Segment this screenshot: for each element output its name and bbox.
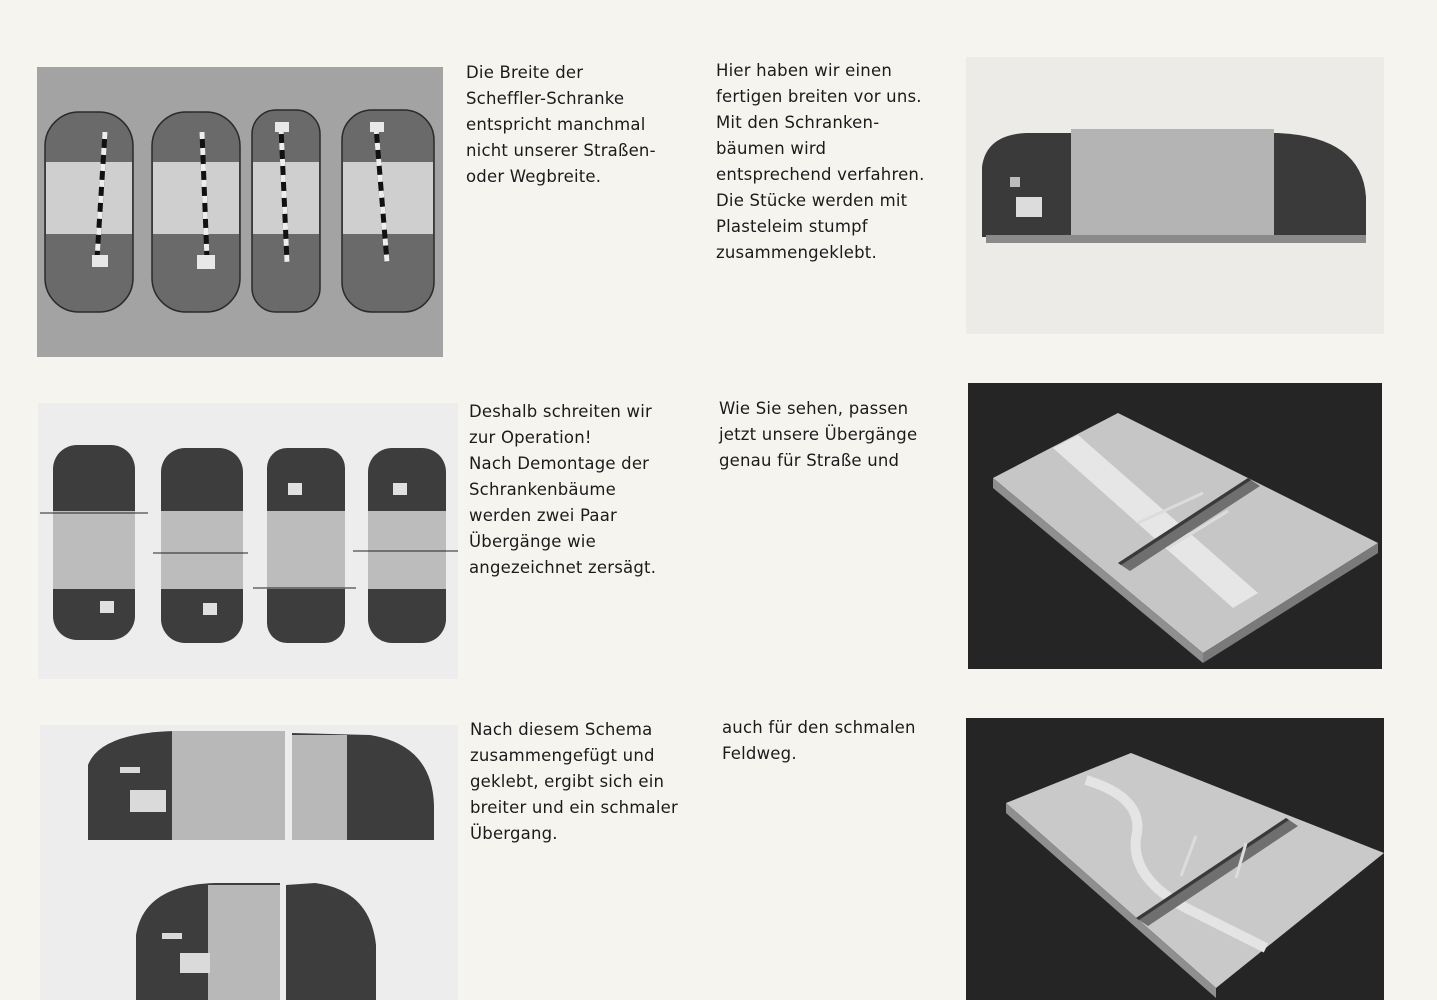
paragraph-schema: Nach diesem Schema zusammengefügt und geklebt, ergibt sich ein breiter und ein schmaler Übergang.	[470, 720, 678, 843]
paragraph-breite-scheffler-schranke: Die Breite der Scheffler-Schranke entspricht manchmal nicht unserer Straßen- oder Wegbreite.	[466, 63, 656, 186]
paragraph-operation: Deshalb schreiten wir zur Operation! Nach Demontage der Schrankenbäume werden zwei Paar Übergänge wie angezeichnet zersägt.	[469, 402, 657, 577]
paragraph-uebergaenge-passen: Wie Sie sehen, passen jetzt unsere Übergänge genau für Straße und	[719, 399, 918, 470]
photo-four-crossing-pieces	[37, 67, 443, 357]
photo-schema-pieces	[40, 725, 458, 1000]
photo-assembled-wide-crossing	[966, 57, 1384, 334]
photo-finished-wide-crossing	[968, 383, 1382, 669]
photo-sawn-crossing-pieces	[38, 403, 458, 679]
photo-finished-narrow-crossing	[966, 718, 1384, 1000]
paragraph-fertiger-breiter-uebergang: Hier haben wir einen fertigen breiten vor uns. Mit den Schranken- bäumen wird entsprechend verfahren. Die Stücke werden mit Plasteleim stumpf zusammengeklebt.	[716, 61, 925, 262]
paragraph-feldweg: auch für den schmalen Feldweg.	[722, 718, 916, 763]
